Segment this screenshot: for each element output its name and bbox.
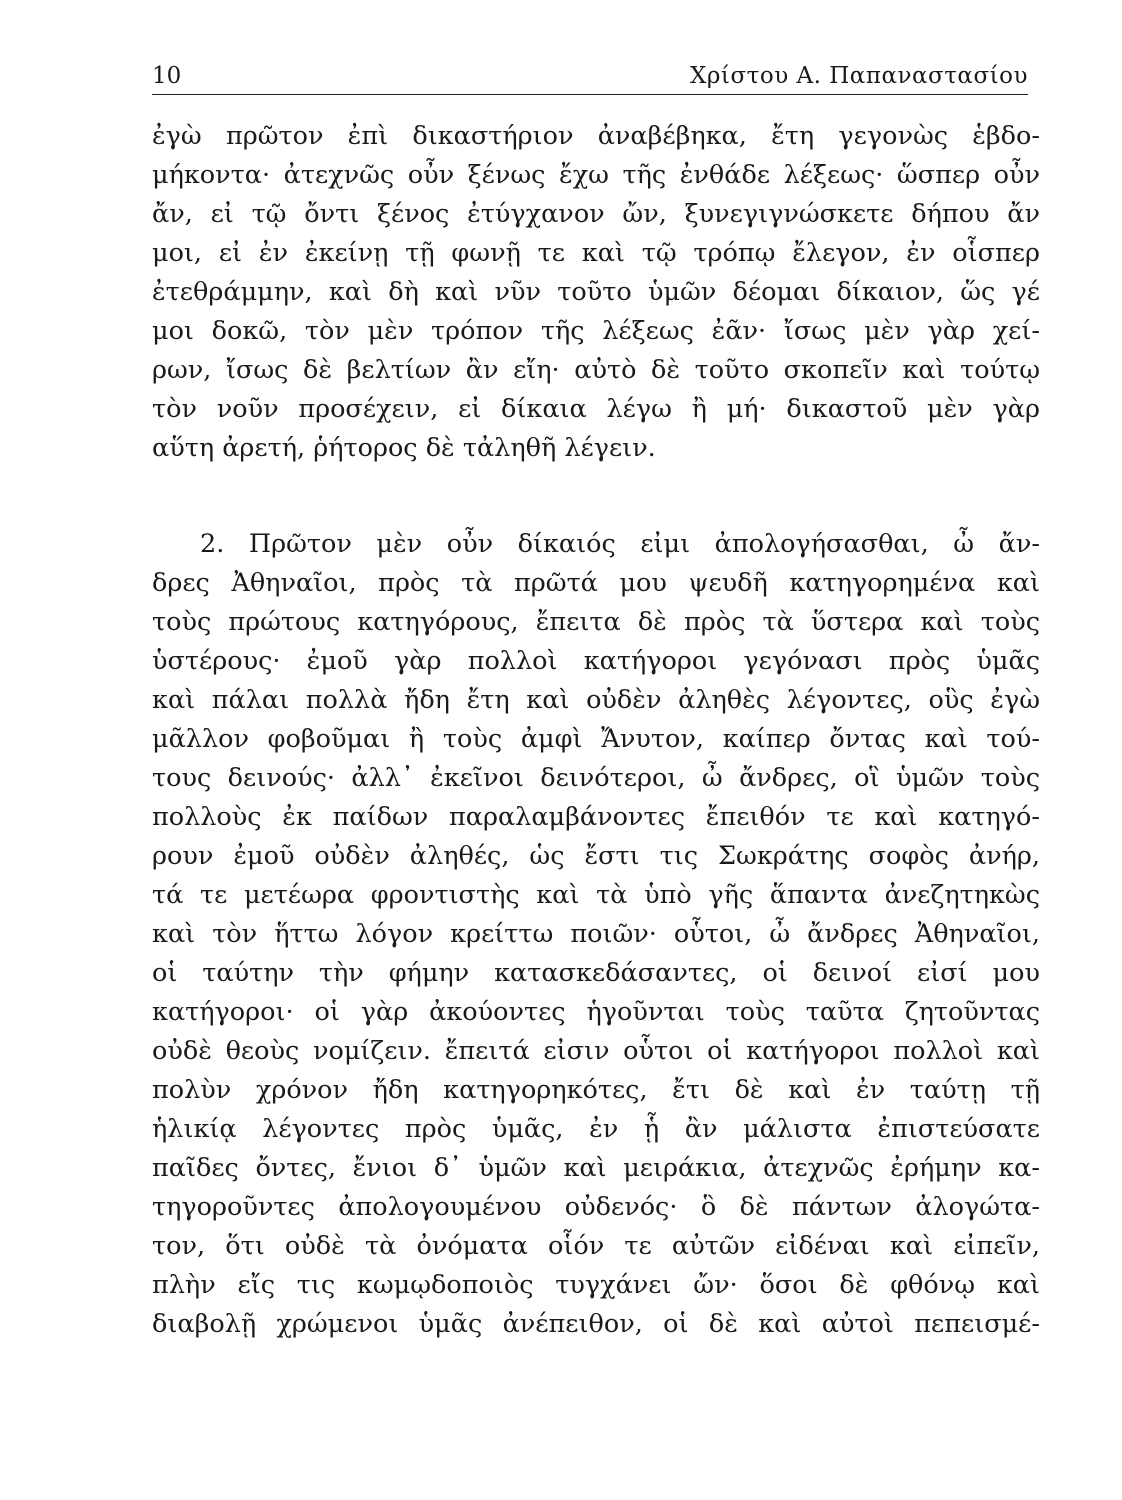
- text-line: τηγοροῦντες ἀπολογουμένου οὐδενός· ὃ δὲ πάντων ἀλογώτα-: [152, 1192, 1040, 1222]
- paragraph-spacer: [152, 468, 1040, 525]
- text-line: ρουν ἐμοῦ οὐδὲν ἀληθές, ὡς ἔστι τις Σωκράτης σοφὸς ἀνήρ,: [152, 841, 1040, 871]
- text-line: τους δεινούς· ἀλλ᾽ ἐκεῖνοι δεινότεροι, ὦ ἄνδρες, οἳ ὑμῶν τοὺς: [152, 763, 1040, 793]
- text-line: αὕτη ἀρετή, ῥήτορος δὲ τἀληθῆ λέγειν.: [152, 433, 656, 463]
- text-line: καὶ τὸν ἥττω λόγον κρείττω ποιῶν· οὗτοι, ὦ ἄνδρες Ἀθηναῖοι,: [152, 919, 1040, 949]
- text-line: πολλοὺς ἐκ παίδων παραλαμβάνοντες ἔπειθόν τε καὶ κατηγό-: [152, 802, 1040, 832]
- text-line: μᾶλλον φοβοῦμαι ἢ τοὺς ἀμφὶ Ἄνυτον, καίπερ ὄντας καὶ τού-: [152, 724, 1040, 754]
- text-line: πλὴν εἴς τις κωμῳδοποιὸς τυγχάνει ὤν· ὅσοι δὲ φθόνῳ καὶ: [152, 1270, 1040, 1300]
- text-line: ἐγὼ πρῶτον ἐπὶ δικαστήριον ἀναβέβηκα, ἔτη γεγονὼς ἑβδο-: [152, 121, 1040, 151]
- page-number: 10: [152, 63, 182, 89]
- paragraph-2: [152, 525, 1040, 1344]
- text-line: ἄν, εἰ τῷ ὄντι ξένος ἐτύγχανον ὤν, ξυνεγιγνώσκετε δήπου ἄν: [152, 199, 1040, 229]
- text-line: τά τε μετέωρα φροντιστὴς καὶ τὰ ὑπὸ γῆς ἅπαντα ἀνεζητηκὼς: [152, 880, 1040, 910]
- text-line: πολὺν χρόνον ἤδη κατηγορηκότες, ἔτι δὲ καὶ ἐν ταύτῃ τῇ: [152, 1075, 1040, 1105]
- text-line: οὐδὲ θεοὺς νομίζειν. ἔπειτά εἰσιν οὗτοι οἱ κατήγοροι πολλοὶ καὶ: [152, 1036, 1040, 1066]
- text-line: ὑστέρους· ἐμοῦ γὰρ πολλοὶ κατήγοροι γεγόνασι πρὸς ὑμᾶς: [152, 646, 1040, 676]
- text-line: 2. Πρῶτον μὲν οὖν δίκαιός εἰμι ἀπολογήσασθαι, ὦ ἄν-: [200, 529, 1040, 559]
- text-line: ρων, ἴσως δὲ βελτίων ἂν εἴη· αὐτὸ δὲ τοῦτο σκοπεῖν καὶ τούτῳ: [152, 355, 1040, 385]
- text-line: τὸν νοῦν προσέχειν, εἰ δίκαια λέγω ἢ μή· δικαστοῦ μὲν γὰρ: [152, 394, 1040, 424]
- text-line: διαβολῇ χρώμενοι ὑμᾶς ἀνέπειθον, οἱ δὲ καὶ αὐτοὶ πεπεισμέ-: [152, 1309, 1040, 1339]
- text-line: τον, ὅτι οὐδὲ τὰ ὀνόματα οἷόν τε αὐτῶν εἰδέναι καὶ εἰπεῖν,: [152, 1231, 1040, 1261]
- text-line: δρες Ἀθηναῖοι, πρὸς τὰ πρῶτά μου ψευδῆ κατηγορημένα καὶ: [152, 568, 1040, 598]
- text-line: μοι, εἰ ἐν ἐκείνῃ τῇ φωνῇ τε καὶ τῷ τρόπῳ ἔλεγον, ἐν οἷσπερ: [152, 238, 1040, 268]
- running-head: [152, 58, 1028, 95]
- text-line: καὶ πάλαι πολλὰ ἤδη ἔτη καὶ οὐδὲν ἀληθὲς λέγοντες, οὓς ἐγὼ: [152, 685, 1040, 715]
- text-line: κατήγοροι· οἱ γὰρ ἀκούοντες ἡγοῦνται τοὺς ταῦτα ζητοῦντας: [152, 997, 1040, 1027]
- text-line: μήκοντα· ἀτεχνῶς οὖν ξένως ἔχω τῆς ἐνθάδε λέξεως· ὥσπερ οὖν: [152, 160, 1040, 190]
- paragraph-1: [152, 117, 1040, 468]
- body-text: [152, 117, 1040, 1344]
- author-title: Χρίστου Α. Παπαναστασίου: [690, 63, 1028, 89]
- text-line: τοὺς πρώτους κατηγόρους, ἔπειτα δὲ πρὸς τὰ ὕστερα καὶ τοὺς: [152, 607, 1040, 637]
- text-line: οἱ ταύτην τὴν φήμην κατασκεδάσαντες, οἱ δεινοί εἰσί μου: [152, 958, 1040, 988]
- text-line: παῖδες ὄντες, ἔνιοι δ᾽ ὑμῶν καὶ μειράκια, ἀτεχνῶς ἐρήμην κα-: [152, 1153, 1040, 1183]
- text-line: ἐτεθράμμην, καὶ δὴ καὶ νῦν τοῦτο ὑμῶν δέομαι δίκαιον, ὥς γέ: [152, 277, 1040, 307]
- text-line: ἡλικίᾳ λέγοντες πρὸς ὑμᾶς, ἐν ᾗ ἂν μάλιστα ἐπιστεύσατε: [152, 1114, 1040, 1144]
- text-line: μοι δοκῶ, τὸν μὲν τρόπον τῆς λέξεως ἐᾶν· ἴσως μὲν γὰρ χεί-: [152, 316, 1040, 346]
